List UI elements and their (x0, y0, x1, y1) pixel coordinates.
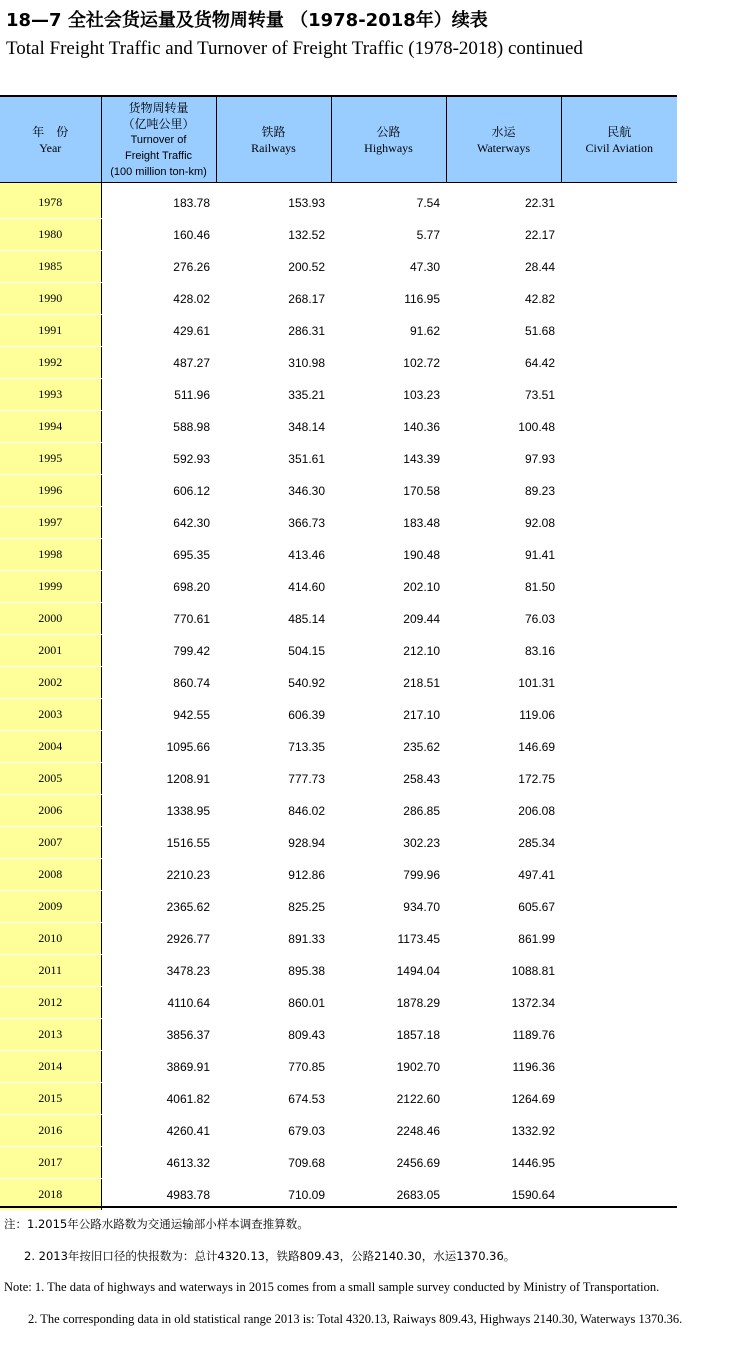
turnover-cell: 695.35 (101, 539, 216, 571)
header-highways-en: Highways (364, 140, 413, 155)
year-cell: 1999 (0, 571, 101, 603)
civil-aviation-cell (561, 635, 677, 667)
waterways-cell: 497.41 (446, 859, 561, 891)
year-cell: 1978 (0, 183, 101, 219)
waterways-cell: 172.75 (446, 763, 561, 795)
highways-cell: 140.36 (331, 411, 446, 443)
year-cell: 1990 (0, 283, 101, 315)
civil-aviation-cell (561, 411, 677, 443)
turnover-cell: 428.02 (101, 283, 216, 315)
table-row (0, 955, 677, 987)
year-cell: 2008 (0, 859, 101, 891)
turnover-cell: 1338.95 (101, 795, 216, 827)
railways-cell: 777.73 (216, 763, 331, 795)
highways-cell: 1173.45 (331, 923, 446, 955)
year-cell: 1994 (0, 411, 101, 443)
civil-aviation-cell (561, 1115, 677, 1147)
table-row (0, 315, 677, 347)
turnover-cell: 160.46 (101, 219, 216, 251)
turnover-cell: 4061.82 (101, 1083, 216, 1115)
waterways-cell: 1264.69 (446, 1083, 561, 1115)
civil-aviation-cell (561, 539, 677, 571)
page-title-cn: 18—7 全社会货运量及货物周转量 （1978-2018年）续表 (6, 10, 488, 31)
table-row (0, 443, 677, 475)
highways-cell: 934.70 (331, 891, 446, 923)
waterways-cell: 81.50 (446, 571, 561, 603)
header-waterways (446, 97, 561, 183)
civil-aviation-cell (561, 859, 677, 891)
table-row (0, 539, 677, 571)
header-turnover-unit-cn: （亿吨公里） (122, 116, 195, 131)
highways-cell: 47.30 (331, 251, 446, 283)
highways-cell: 1494.04 (331, 955, 446, 987)
table-row (0, 795, 677, 827)
highways-cell: 2456.69 (331, 1147, 446, 1179)
year-cell: 1980 (0, 219, 101, 251)
waterways-cell: 1332.92 (446, 1115, 561, 1147)
turnover-cell: 1208.91 (101, 763, 216, 795)
table-row (0, 891, 677, 923)
railways-cell: 679.03 (216, 1115, 331, 1147)
waterways-cell: 101.31 (446, 667, 561, 699)
railways-cell: 268.17 (216, 283, 331, 315)
waterways-cell: 91.41 (446, 539, 561, 571)
note-en-1: Note: 1. The data of highways and waterways in 2015 comes from a small sample survey conducted by Ministry of Transportation. (4, 1280, 660, 1294)
waterways-cell: 28.44 (446, 251, 561, 283)
turnover-cell: 3869.91 (101, 1051, 216, 1083)
waterways-cell: 1372.34 (446, 987, 561, 1019)
header-year-en: Year (39, 140, 62, 155)
waterways-cell: 73.51 (446, 379, 561, 411)
header-year-cn: 年 份 (32, 124, 69, 139)
railways-cell: 413.46 (216, 539, 331, 571)
table-row (0, 411, 677, 443)
year-cell: 2014 (0, 1051, 101, 1083)
turnover-cell: 511.96 (101, 379, 216, 411)
year-cell: 2016 (0, 1115, 101, 1147)
railways-cell: 540.92 (216, 667, 331, 699)
turnover-cell: 942.55 (101, 699, 216, 731)
railways-cell: 366.73 (216, 507, 331, 539)
highways-cell: 116.95 (331, 283, 446, 315)
turnover-cell: 606.12 (101, 475, 216, 507)
turnover-cell: 4613.32 (101, 1147, 216, 1179)
civil-aviation-cell (561, 603, 677, 635)
table-row (0, 507, 677, 539)
highways-cell: 170.58 (331, 475, 446, 507)
year-cell: 2010 (0, 923, 101, 955)
header-railways-cn: 铁路 (261, 124, 286, 139)
railways-cell: 153.93 (216, 183, 331, 219)
civil-aviation-cell (561, 219, 677, 251)
civil-aviation-cell (561, 699, 677, 731)
civil-aviation-cell (561, 1019, 677, 1051)
railways-cell: 825.25 (216, 891, 331, 923)
waterways-cell: 22.17 (446, 219, 561, 251)
header-waterways-en: Waterways (476, 140, 530, 155)
table-header (0, 97, 677, 183)
year-cell: 2004 (0, 731, 101, 763)
railways-cell: 351.61 (216, 443, 331, 475)
highways-cell: 1878.29 (331, 987, 446, 1019)
header-turnover-en-2: Freight Traffic (124, 149, 193, 162)
table-row (0, 827, 677, 859)
waterways-cell: 97.93 (446, 443, 561, 475)
year-cell: 1995 (0, 443, 101, 475)
railways-cell: 200.52 (216, 251, 331, 283)
highways-cell: 2122.60 (331, 1083, 446, 1115)
highways-cell: 2248.46 (331, 1115, 446, 1147)
turnover-cell: 592.93 (101, 443, 216, 475)
table-row (0, 347, 677, 379)
header-civil-aviation (561, 97, 677, 183)
table-row (0, 667, 677, 699)
year-cell: 2005 (0, 763, 101, 795)
waterways-cell: 76.03 (446, 603, 561, 635)
railways-cell: 504.15 (216, 635, 331, 667)
turnover-cell: 642.30 (101, 507, 216, 539)
table-row (0, 219, 677, 251)
header-year (0, 97, 101, 183)
year-cell: 1998 (0, 539, 101, 571)
waterways-cell: 146.69 (446, 731, 561, 763)
year-cell: 1992 (0, 347, 101, 379)
turnover-cell: 4983.78 (101, 1179, 216, 1211)
year-cell: 1993 (0, 379, 101, 411)
railways-cell: 310.98 (216, 347, 331, 379)
waterways-cell: 64.42 (446, 347, 561, 379)
year-cell: 1996 (0, 475, 101, 507)
railways-cell: 860.01 (216, 987, 331, 1019)
table-row (0, 731, 677, 763)
year-cell: 2001 (0, 635, 101, 667)
railways-cell: 895.38 (216, 955, 331, 987)
turnover-cell: 429.61 (101, 315, 216, 347)
railways-cell: 132.52 (216, 219, 331, 251)
civil-aviation-cell (561, 507, 677, 539)
highways-cell: 2683.05 (331, 1179, 446, 1211)
waterways-cell: 89.23 (446, 475, 561, 507)
waterways-cell: 206.08 (446, 795, 561, 827)
note-en-2: 2. The corresponding data in old statistical range 2013 is: Total 4320.13, Raiways 809.43, Highways 2140.30, Waterways 1370.36. (28, 1312, 683, 1326)
table-row (0, 923, 677, 955)
railways-cell: 709.68 (216, 1147, 331, 1179)
civil-aviation-cell (561, 1051, 677, 1083)
year-cell: 2012 (0, 987, 101, 1019)
note-cn-2: 2. 2013年按旧口径的快报数为：总计4320.13，铁路809.43，公路2140.30，水运1370.36。 (24, 1249, 516, 1263)
table-row (0, 475, 677, 507)
civil-aviation-cell (561, 795, 677, 827)
page-title-en: Total Freight Traffic and Turnover of Freight Traffic (1978-2018) continued (6, 38, 583, 59)
railways-cell: 713.35 (216, 731, 331, 763)
waterways-cell: 42.82 (446, 283, 561, 315)
header-turnover-unit-en: (100 million ton-km) (110, 165, 207, 178)
civil-aviation-cell (561, 731, 677, 763)
table-row (0, 1115, 677, 1147)
table-row (0, 699, 677, 731)
turnover-cell: 698.20 (101, 571, 216, 603)
waterways-cell: 1590.64 (446, 1179, 561, 1211)
railways-cell: 770.85 (216, 1051, 331, 1083)
header-railways-en: Railways (251, 140, 296, 155)
table-row (0, 1147, 677, 1179)
year-cell: 1997 (0, 507, 101, 539)
highways-cell: 1902.70 (331, 1051, 446, 1083)
civil-aviation-cell (561, 955, 677, 987)
table-row (0, 183, 677, 219)
turnover-cell: 4260.41 (101, 1115, 216, 1147)
highways-cell: 7.54 (331, 183, 446, 219)
highways-cell: 286.85 (331, 795, 446, 827)
waterways-cell: 605.67 (446, 891, 561, 923)
highways-cell: 302.23 (331, 827, 446, 859)
header-turnover-cn: 货物周转量 (128, 100, 189, 115)
railways-cell: 674.53 (216, 1083, 331, 1115)
turnover-cell: 1516.55 (101, 827, 216, 859)
waterways-cell: 22.31 (446, 183, 561, 219)
note-cn-1: 注：1.2015年公路水路数为交通运输部小样本调查推算数。 (4, 1217, 309, 1231)
header-civil-aviation-en: Civil Aviation (585, 140, 653, 155)
turnover-cell: 2365.62 (101, 891, 216, 923)
highways-cell: 103.23 (331, 379, 446, 411)
civil-aviation-cell (561, 475, 677, 507)
highways-cell: 143.39 (331, 443, 446, 475)
table-row (0, 1019, 677, 1051)
highways-cell: 799.96 (331, 859, 446, 891)
railways-cell: 891.33 (216, 923, 331, 955)
waterways-cell: 1088.81 (446, 955, 561, 987)
railways-cell: 710.09 (216, 1179, 331, 1211)
civil-aviation-cell (561, 763, 677, 795)
civil-aviation-cell (561, 315, 677, 347)
turnover-cell: 183.78 (101, 183, 216, 219)
year-cell: 2009 (0, 891, 101, 923)
railways-cell: 912.86 (216, 859, 331, 891)
highways-cell: 258.43 (331, 763, 446, 795)
waterways-cell: 51.68 (446, 315, 561, 347)
waterways-cell: 285.34 (446, 827, 561, 859)
year-cell: 2007 (0, 827, 101, 859)
waterways-cell: 1189.76 (446, 1019, 561, 1051)
turnover-cell: 276.26 (101, 251, 216, 283)
civil-aviation-cell (561, 571, 677, 603)
waterways-cell: 83.16 (446, 635, 561, 667)
waterways-cell: 119.06 (446, 699, 561, 731)
civil-aviation-cell (561, 183, 677, 219)
railways-cell: 286.31 (216, 315, 331, 347)
table-row (0, 283, 677, 315)
highways-cell: 218.51 (331, 667, 446, 699)
turnover-cell: 860.74 (101, 667, 216, 699)
civil-aviation-cell (561, 347, 677, 379)
freight-table (0, 97, 677, 1211)
year-cell: 2017 (0, 1147, 101, 1179)
turnover-cell: 770.61 (101, 603, 216, 635)
highways-cell: 1857.18 (331, 1019, 446, 1051)
civil-aviation-cell (561, 1083, 677, 1115)
highways-cell: 212.10 (331, 635, 446, 667)
table-row (0, 603, 677, 635)
civil-aviation-cell (561, 251, 677, 283)
table-row (0, 859, 677, 891)
railways-cell: 809.43 (216, 1019, 331, 1051)
railways-cell: 335.21 (216, 379, 331, 411)
year-cell: 2003 (0, 699, 101, 731)
year-cell: 2011 (0, 955, 101, 987)
civil-aviation-cell (561, 891, 677, 923)
civil-aviation-cell (561, 379, 677, 411)
waterways-cell: 1196.36 (446, 1051, 561, 1083)
year-cell: 2002 (0, 667, 101, 699)
year-cell: 1985 (0, 251, 101, 283)
year-cell: 2018 (0, 1179, 101, 1211)
railways-cell: 606.39 (216, 699, 331, 731)
table-row (0, 571, 677, 603)
turnover-cell: 4110.64 (101, 987, 216, 1019)
highways-cell: 217.10 (331, 699, 446, 731)
railways-cell: 414.60 (216, 571, 331, 603)
railways-cell: 348.14 (216, 411, 331, 443)
year-cell: 2000 (0, 603, 101, 635)
civil-aviation-cell (561, 1147, 677, 1179)
header-railways (216, 97, 331, 183)
table-row (0, 763, 677, 795)
year-cell: 1991 (0, 315, 101, 347)
table-row (0, 635, 677, 667)
civil-aviation-cell (561, 667, 677, 699)
civil-aviation-cell (561, 923, 677, 955)
civil-aviation-cell (561, 443, 677, 475)
turnover-cell: 3478.23 (101, 955, 216, 987)
waterways-cell: 100.48 (446, 411, 561, 443)
table-row (0, 379, 677, 411)
highways-cell: 102.72 (331, 347, 446, 379)
civil-aviation-cell (561, 283, 677, 315)
highways-cell: 183.48 (331, 507, 446, 539)
turnover-cell: 3856.37 (101, 1019, 216, 1051)
turnover-cell: 799.42 (101, 635, 216, 667)
table-bottom-rule (0, 1206, 677, 1208)
waterways-cell: 861.99 (446, 923, 561, 955)
railways-cell: 928.94 (216, 827, 331, 859)
turnover-cell: 2210.23 (101, 859, 216, 891)
turnover-cell: 588.98 (101, 411, 216, 443)
year-cell: 2015 (0, 1083, 101, 1115)
header-turnover-en-1: Turnover of (130, 133, 187, 146)
waterways-cell: 92.08 (446, 507, 561, 539)
railways-cell: 346.30 (216, 475, 331, 507)
table-row (0, 987, 677, 1019)
header-highways (331, 97, 446, 183)
table-row (0, 1051, 677, 1083)
table-row (0, 1083, 677, 1115)
highways-cell: 235.62 (331, 731, 446, 763)
year-cell: 2006 (0, 795, 101, 827)
highways-cell: 202.10 (331, 571, 446, 603)
year-cell: 2013 (0, 1019, 101, 1051)
turnover-cell: 1095.66 (101, 731, 216, 763)
table-row (0, 251, 677, 283)
civil-aviation-cell (561, 827, 677, 859)
highways-cell: 91.62 (331, 315, 446, 347)
header-highways-cn: 公路 (376, 124, 401, 139)
header-waterways-cn: 水运 (491, 124, 516, 139)
civil-aviation-cell (561, 987, 677, 1019)
turnover-cell: 487.27 (101, 347, 216, 379)
highways-cell: 209.44 (331, 603, 446, 635)
header-turnover (101, 97, 216, 183)
highways-cell: 5.77 (331, 219, 446, 251)
turnover-cell: 2926.77 (101, 923, 216, 955)
railways-cell: 846.02 (216, 795, 331, 827)
highways-cell: 190.48 (331, 539, 446, 571)
table-body (0, 183, 677, 1211)
waterways-cell: 1446.95 (446, 1147, 561, 1179)
header-civil-aviation-cn: 民航 (607, 124, 632, 139)
railways-cell: 485.14 (216, 603, 331, 635)
